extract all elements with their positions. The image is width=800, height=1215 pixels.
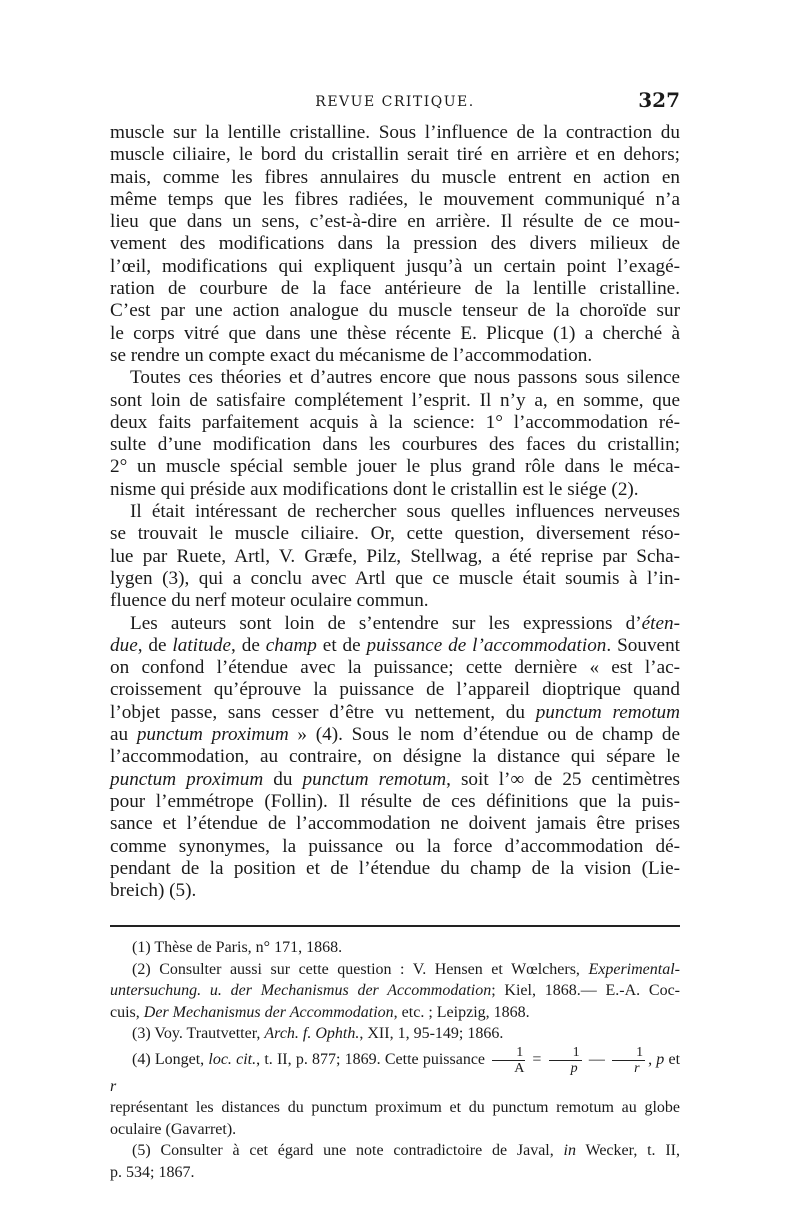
formula-fraction: $\frac{1}{A}$ [492,1045,525,1076]
formula-operator: — [584,1051,610,1069]
text-line: Toutes ces théories et d’autres encore que nous passons sous silence [130,367,680,389]
text-line: sance et l’étendue de l’accommodation ne doivent jamais être prises [110,813,680,835]
text-line: pour l’emmétrope (Follin). Il résulte de ces définitions que la puis- [110,790,680,812]
footnote [110,1045,680,1141]
footnotes [110,937,680,1183]
text-line: deux faits parfaitement acquis à la science: 1° l’accommodation ré- [110,411,680,433]
text-line: l’accommodation, au contraire, on désigne la distance qui sépare le [110,746,680,768]
text-line: au punctum proximum » (4). Sous le nom d’étendue ou de champ de [110,724,680,746]
footnote-rule [110,925,680,927]
footnote [110,1023,680,1045]
page [110,88,680,1183]
running-header [110,88,680,122]
formula-fraction: $\frac{1}{r}$ [612,1045,645,1076]
text-line: nisme qui préside aux modifications dont le cristallin est le siége (2). [110,478,639,500]
text-line: se trouvait le muscle ciliaire. Or, cette question, diversement réso- [110,523,680,545]
text-line: C’est par une action analogue du muscle tenseur de la choroïde sur [110,300,680,322]
text-line: l’objet passe, sans cesser d’être vu nettement, du punctum remotum [110,701,680,723]
text-line: vement des modifications dans la pression des divers milieux de [110,233,680,255]
text-line: muscle ciliaire, le bord du cristallin serait tiré en arrière et en dehors; [110,144,680,166]
text-line: le corps vitré que dans une thèse récente E. Plicque (1) a cherché à [110,322,680,344]
text-line: cuis, Der Mechanismus der Accommodation, etc. ; Leipzig, 1868. [110,1003,530,1021]
text-line: on confond l’étendue avec la puissance; cette dernière « est l’ac- [110,657,680,679]
text-line: (3) Voy. Trautvetter, Arch. f. Ophth., XII, 1, 95-149; 1866. [132,1025,504,1043]
footnote [110,1140,680,1183]
text-line: (1) Thèse de Paris, n° 171, 1868. [132,939,343,957]
text-line: p. 534; 1867. [110,1163,195,1181]
text-line: pendant de la position et de l’étendue du champ de la vision (Lie- [110,857,680,879]
text-line: (2) Consulter aussi sur cette question : V. Hensen et Wœlchers, Experimental- [132,960,680,978]
text-line: Il était intéressant de rechercher sous quelles influences nerveuses [130,501,680,523]
text-line: croissement qu’éprouve la puissance de l’appareil dioptrique quand [110,679,680,701]
text-line: représentant les distances du punctum proximum et du punctum remotum au globe [110,1099,680,1117]
text-line: muscle sur la lentille cristalline. Sous l’influence de la contraction du [110,122,680,143]
text-line: ration de courbure de la face antérieure de la lentille cristalline. [110,278,680,300]
text-line: (4) Longet, loc. cit., t. II, p. 877; 1869. Cette puissance $\frac{1}{A}$ = $\frac{1}{p}$ — $\frac{1}{r}$ , p et r [110,1044,681,1095]
text-line: fluence du nerf moteur oculaire commun. [110,590,429,612]
text-line: due, de latitude, de champ et de puissance de l’accommodation. Souvent [110,634,680,656]
paragraph [110,613,680,903]
paragraph [110,122,680,367]
paragraph [110,367,680,501]
formula-operator: = [528,1051,546,1069]
text-line: comme synonymes, la puissance ou la force d’accommodation dé- [110,835,680,857]
body-text [110,122,680,902]
paragraph [110,501,680,612]
text-line: untersuchung. u. der Mechanismus der Accommodation; Kiel, 1868.— E.-A. Coc- [110,982,680,1000]
text-line: sont loin de satisfaire complétement l’esprit. Il n’y a, en somme, que [110,389,680,411]
footnote [110,959,680,1024]
text-line: lue par Ruete, Artl, V. Græfe, Pilz, Stellwag, a été reprise par Scha- [110,545,680,567]
text-line: lygen (3), qui a conclu avec Artl que ce muscle était soumis à l’in- [110,567,680,589]
text-line: l’œil, modifications qui expliquent jusqu’à un certain point l’exagé- [110,255,680,277]
text-line: même temps que les fibres radiées, le mouvement communiqué n’a [110,188,680,210]
text-line: 2° un muscle spécial semble jouer le plus grand rôle dans le méca- [110,456,680,478]
text-line: mais, comme les fibres annulaires du muscle entrent en action en [110,166,680,188]
text-line: punctum proximum du punctum remotum, soit l’∞ de 25 centimètres [110,768,680,790]
text-line: se rendre un compte exact du mécanisme de l’accommodation. [110,344,593,366]
formula-fraction: $\frac{1}{p}$ [549,1045,582,1076]
text-line: breich) (5). [110,880,197,902]
text-line: oculaire (Gavarret). [110,1120,237,1138]
text-line: (5) Consulter à cet égard une note contradictoire de Javal, in Wecker, t. II, [132,1142,681,1160]
page-number: 327 [638,88,680,112]
text-line: lieu que dans un sens, c’est-à-dire en arrière. Il résulte de ce mou- [110,211,680,233]
text-line: Les auteurs sont loin de s’entendre sur les expressions d’éten- [130,612,680,634]
footnote [110,937,680,959]
text-line: sulte d’une modification dans les courbures des faces du cristallin; [110,434,680,456]
running-title: REVUE CRITIQUE. [315,94,475,110]
